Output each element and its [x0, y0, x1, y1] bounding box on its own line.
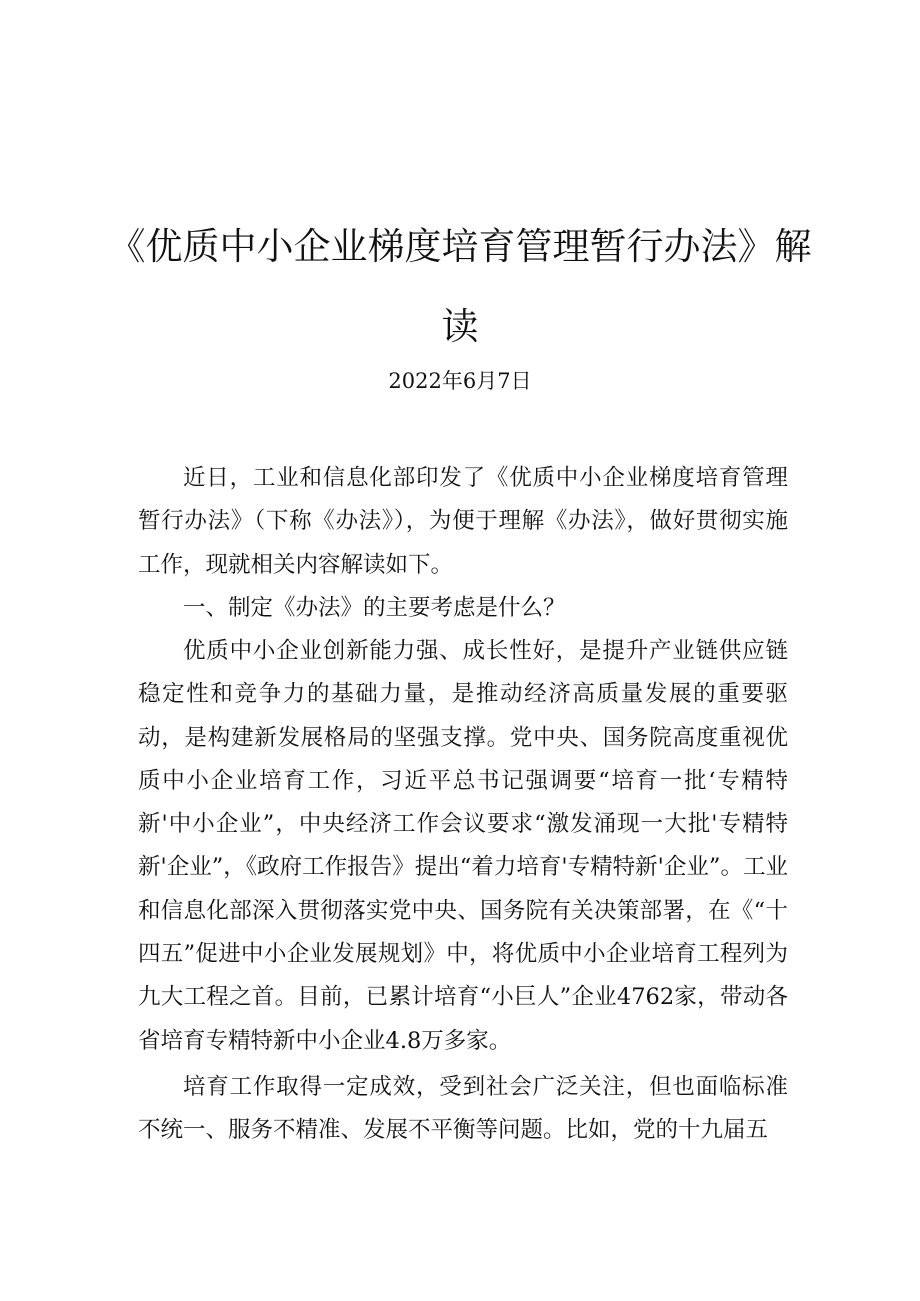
document-title: 《优质中小企业梯度培育管理暂行办法》解 [108, 225, 812, 268]
body-paragraph: 培育工作取得一定成效，受到社会广泛关注，但也面临标准不统一、服务不精准、发展不平衡等问题。比如，党的十九届五 [138, 1074, 788, 1144]
document-title-continuation: 读 [441, 305, 479, 348]
intro-paragraph: 近日，工业和信息化部印发了《优质中小企业梯度培育管理暂行办法》（下称《办法》），为便于理解《办法》，做好贯彻实施工作，现就相关内容解读如下。 [138, 465, 788, 578]
document-date: 2022年6月7日 [388, 369, 532, 393]
section-heading: 一、制定《办法》的主要考虑是什么？ [183, 595, 566, 621]
body-paragraph: 优质中小企业创新能力强、成长性好，是提升产业链供应链稳定性和竞争力的基础力量，是推动经济高质量发展的重要驱动，是构建新发展格局的坚强支撑。党中央、国务院高度重视优质中小企业培育工作，习近平总书记强调要“培育一批‘专精特新'中小企业”，中央经济工作会议要求“激发涌现一大批'专精特新'企业”，《政府工作报告》提出“着力培育'专精特新'企业”。工业和信息化部深入贯彻落实党中央、国务院有关决策部署，在《“十四五”促进中小企业发展规划》中，将优质中小企业培育工程列为九大工程之首。目前，已累计培育“小巨人”企业4762家，带动各省培育专精特新中小企业4.8万多家。 [138, 638, 788, 1054]
